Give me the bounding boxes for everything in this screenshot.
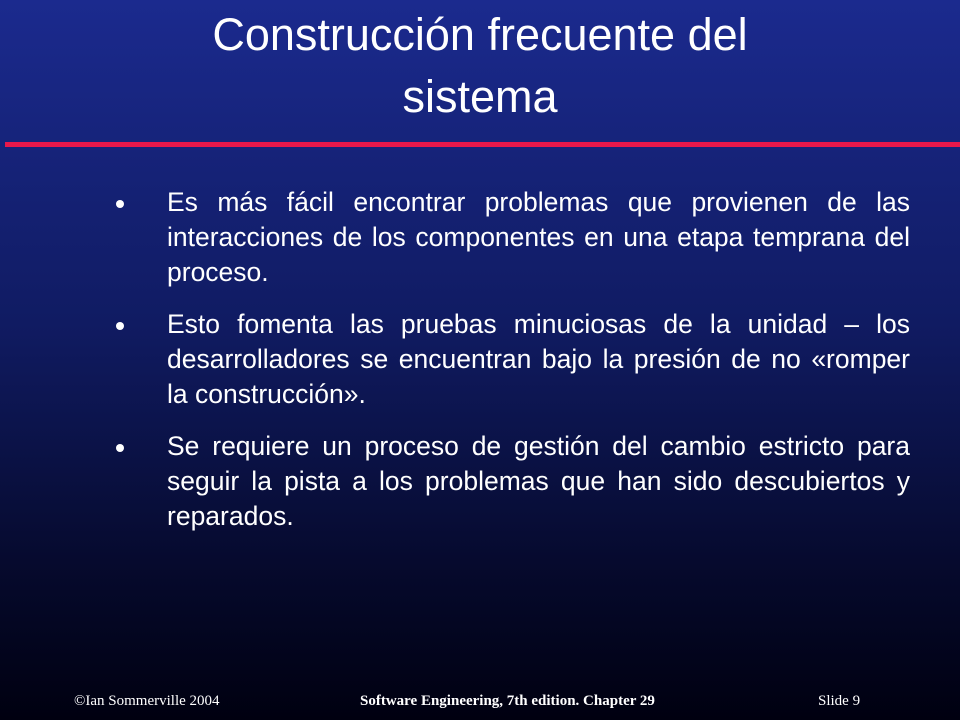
bullet-item: [110, 429, 910, 534]
title-divider: [5, 142, 960, 147]
footer-book-title: Software Engineering, 7th edition. Chapter 29: [360, 693, 655, 709]
slide-title: [100, 4, 860, 128]
slide-title-line-2: sistema: [402, 71, 558, 122]
bullet-icon: [116, 200, 124, 208]
bullet-item: [110, 307, 910, 412]
bullet-text: Es más fácil encontrar problemas que provienen de las interacciones de los componentes en una etapa temprana del proceso.: [167, 187, 910, 287]
footer-slide-number: Slide 9: [818, 693, 861, 709]
bullet-icon: [116, 322, 124, 330]
footer-copyright: ©Ian Sommerville 2004: [74, 693, 220, 709]
bullet-item: [110, 185, 910, 290]
bullet-icon: [116, 444, 124, 452]
bullet-text: Esto fomenta las pruebas minuciosas de la unidad – los desarrolladores se encuentran bajo la presión de no «romper la construcción».: [167, 309, 910, 409]
bullet-text: Se requiere un proceso de gestión del cambio estricto para seguir la pista a los problemas que han sido descubiertos y reparados.: [167, 431, 910, 531]
slide-title-line-1: Construcción frecuente del: [212, 9, 748, 60]
bullet-list: [110, 185, 910, 551]
